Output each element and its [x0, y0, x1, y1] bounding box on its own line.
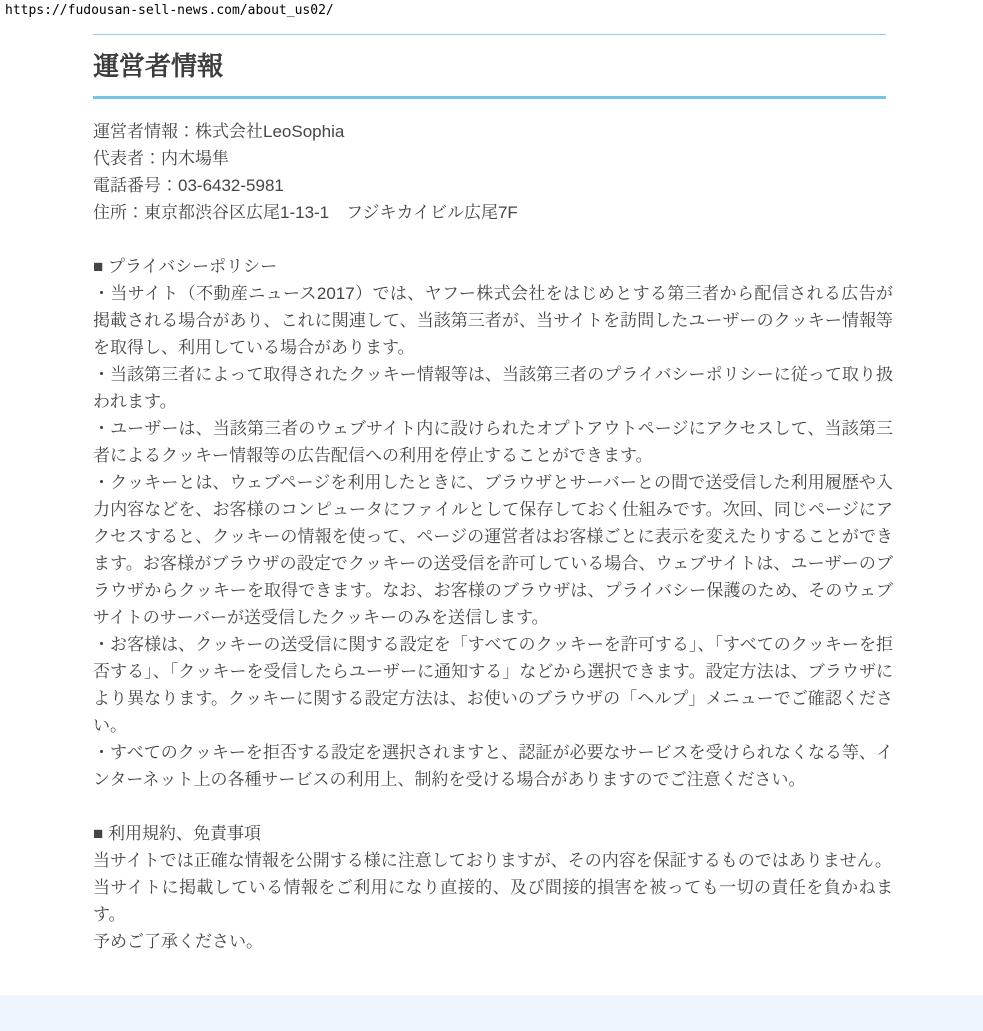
operator-info-line-company: 運営者情報：株式会社LeoSophia: [93, 122, 345, 141]
spacer: [93, 793, 893, 820]
main-content: [93, 34, 893, 955]
terms-line: 予めご了承ください。: [93, 932, 263, 951]
terms-line: 当サイトに掲載している情報をご利用になり直接的、及び間接的損害を被っても一切の責任を負かねます。: [93, 878, 893, 924]
spacer: [93, 226, 893, 253]
operator-info-line-representative: 代表者：内木場隼: [93, 149, 229, 168]
privacy-policy-item: ・当サイト（不動産ニュース2017）では、ヤフー株式会社をはじめとする第三者から配信される広告が掲載される場合があり、これに関連して、当該第三者が、当サイトを訪問したユーザーのクッキー情報等を取得し、利用している場合があります。: [93, 284, 893, 357]
footer-band: [0, 995, 983, 1031]
terms-line: 当サイトでは正確な情報を公開する様に注意しておりますが、その内容を保証するものではありません。: [93, 851, 892, 870]
privacy-policy-heading: ■ プライバシーポリシー: [93, 257, 278, 276]
privacy-policy-item: ・ユーザーは、当該第三者のウェブサイト内に設けられたオプトアウトページにアクセスして、当該第三者によるクッキー情報等の広告配信への利用を停止することができます。: [93, 419, 893, 465]
operator-info-line-address: 住所：東京都渋谷区広尾1-13-1 フジキカイビル広尾7F: [93, 203, 518, 222]
privacy-policy-item: ・クッキーとは、ウェブページを利用したときに、ブラウザとサーバーとの間で送受信した利用履歴や入力内容などを、お客様のコンピュータにファイルとして保存しておく仕組みです。次回、同じページにアクセスすると、クッキーの情報を使って、ページの運営者はお客様ごとに表示を変えたりすることができます。お客様がブラウザの設定でクッキーの送受信を許可している場合、ウェブサイトは、ユーザーのブラウザからクッキーを取得できます。なお、お客様のブラウザは、プライバシー保護のため、そのウェブサイトのサーバーが送受信したクッキーのみを送信します。: [93, 473, 893, 627]
terms-heading: ■ 利用規約、免責事項: [93, 824, 261, 843]
page-url: https://fudousan-sell-news.com/about_us02/: [5, 3, 334, 18]
operator-info-line-phone: 電話番号：03-6432-5981: [93, 176, 284, 195]
privacy-policy-item: ・お客様は、クッキーの送受信に関する設定を「すべてのクッキーを許可する」、「すべてのクッキーを拒否する」、「クッキーを受信したらユーザーに通知する」などから選択できます。設定方法は、ブラウザにより異なります。クッキーに関する設定方法は、お使いのブラウザの「ヘルプ」メニューでご確認ください。: [93, 635, 893, 735]
page-title: 運営者情報: [93, 34, 886, 99]
page-body: [93, 118, 893, 955]
privacy-policy-item: ・当該第三者によって取得されたクッキー情報等は、当該第三者のプライバシーポリシーに従って取り扱われます。: [93, 365, 893, 411]
privacy-policy-item: ・すべてのクッキーを拒否する設定を選択されますと、認証が必要なサービスを受けられなくなる等、インターネット上の各種サービスの利用上、制約を受ける場合がありますのでご注意ください。: [93, 743, 893, 789]
